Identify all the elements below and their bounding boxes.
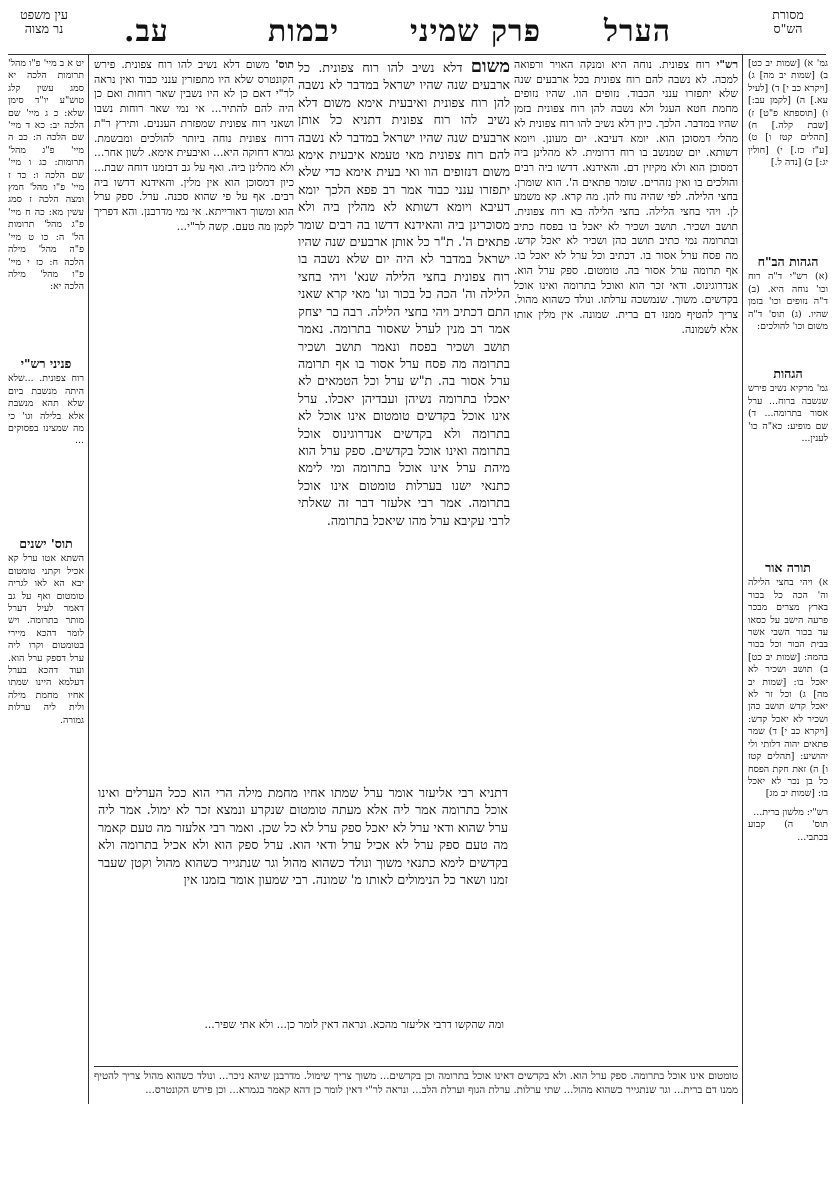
tosafot-yeshanim-text: השתא אטו ערל קא אכיל וקתני טומטום יבא הא לאו לגריה טומטום ואף על גב דאמר לעיל דערל מותר בתרומה. ויש לומר דהכא מיירי בטומטום וקרו ליה ערל דספק ערל הוא. ועוד דהכא בערל דעלמא היינו שמתו אחיו מחמת מילה ולית ליה ערלות גמורה. bbox=[8, 553, 84, 726]
hagahot-section bbox=[748, 362, 828, 552]
rashi-note: רש"י: מלשון ברית... bbox=[753, 806, 828, 818]
tosafot-continuation-text: ומה שהקשו דרבי אליעזר מהכא. ונראה דאין לומר כן... ולא אתי שפיר... bbox=[204, 1018, 504, 1031]
tosafot-column bbox=[94, 58, 294, 783]
tosafot-text: משום דלא נשיב להו רוח צפונית. פירש הקונטרס שלא היו מתפזרין ענני כבוד ואין נראה לר"י דאם כן לא היו נשבין שאר רוחות ואם כן היה להם להתיר... אי נמי שאר רוחות נשבו ושאני רוח צפונית שמפזרת העננים. ותירץ ר"ת דרוח צפונית נוחה ביותר להולכים ומבשמת. גמרא דחוקה היא... ואיבעית אימא. לשון אחר... ולא מהלינן ביה. ואף על גב דבזמנו דוחה שבת... כיון דמסוכן הוא אין מלין. והאידנא דדשו ביה רבים. אף על פי שהוא סכנה. ערל. ספק ערל הוא ומשוך דאורייתא. אי נמי מדרבנן. והא דפריך לקמן מה טעם. קשה לר"י... bbox=[94, 58, 294, 233]
gemara-continuation bbox=[98, 784, 508, 1016]
folio-number: עב. bbox=[124, 14, 169, 49]
chapter-name: הערל bbox=[604, 14, 672, 49]
tosafot-yeshanim-title: תוס' ישנים bbox=[19, 536, 73, 551]
ein-mishpat-column bbox=[8, 58, 84, 340]
rashi-text: רוח צפונית. נוחה היא ומנקה האויר ורפואה למכה. לא נשבה להם רוח צפונית בכל ארבעים שנה שלא יתפזרו ענני הכבוד. נזופים הוו. שהיו נזופים מחמת חטא העגל ולא נשבה להן רוח צפונית בזמן שהיו במדבר. הלכך. כיון דלא נשיב להו רוח צפונית לא מהלי דמסוכן הוא. יומא דעיבא. יום מעונן. ויומא דשותא. יום שמנשב בו רוח דרומית. לא מהלינן ביה דמסוכן הוא ולא מקיזין דם. והאידנא. דדשו ביה רבים והולכים בו ואין נזהרים. שומר פתאים ה'. הוא שומרן. בחצי הלילה. לפי שהיה נוח להן. מה קרא. קא משמע לן. ויהי בחצי הלילה. בחצי הלילה בא רוח צפונית. תושב ושכיר. תושב ושכיר לא יאכל בו בפסח כתיב ובתרומה נמי כתיב תושב כהן ושכיר לא יאכל קדש. מה פסח ערל אסור בו. דכתיב וכל ערל לא יאכל בו. אף תרומה ערל אסור בה. טומטום. ספק ערל הוא. אנדרוגינוס. ודאי זכר הוא ואוכל בתרומה ואינו אוכל בקדשים. משוך. שנמשכה ערלתו. ונולד כשהוא מהול. צריך להטיף ממנו דם ברית. שמונה. אין מלין אותו אלא לשמונה. bbox=[514, 58, 738, 336]
right-sidebar-rule bbox=[742, 54, 743, 1104]
chapter-number: פרק שמיני bbox=[410, 14, 542, 49]
rashi-column bbox=[514, 58, 738, 1098]
tosafot-continuation bbox=[94, 1018, 504, 1062]
masoret-heading: מסורת הש"ס bbox=[772, 7, 804, 37]
tosafot-title: תוס' bbox=[275, 58, 294, 71]
pninei-rashi-title: פניני רש"י bbox=[20, 356, 72, 371]
ein-mishpat-text: יט א ב מיי' פ"ו מהל' תרומות הלכה יא סמג עשין קלג טוש"ע יו"ד סימן שלא: כ ג מיי' שם הלכה יב: כא ד מיי' שם הלכה ה: כב ה מיי' פ"ג מהל' תרומות: כג ו מיי' שם הלכה ו: כד ז מיי' פ"ו מהל' חמץ ומצה הלכה ז סמג עשין מא: כה ח מיי' פ"ג מהל' תרומות הל' ה: כו ט מיי' פ"ה מהל' מילה הלכה ח: כז י מיי' פ"ו מהל' מילה הלכה יא: bbox=[8, 58, 84, 293]
bottom-footnote bbox=[94, 1070, 738, 1170]
gemara-text: דלא נשיב להו רוח צפונית. כל ארבעים שנה שהיו ישראל במדבר לא נשבה להן רוח צפונית ואיבעית אימא משום דלא נשיב להו רוח צפונית דתניא כל אותן ארבעים שנה שהיו ישראל במדבר לא נשבה להם רוח צפונית מאי טעמא איבעית אימא משום דנזופים הוו ואי בעית אימא כדי שלא יתפזרו ענני כבוד אמר רב פפא הלכך יומא דעיבא ויומא דשותא לא מהלין ביה ולא מסוכרינן ביה והאידנא דדשו בה רבים שומר פתאים ה'. ת"ר כל אותן ארבעים שנה שהיו ישראל במדבר לא היה יום שלא נשבה בו רוח צפונית בחצי הלילה שנא' ויהי בחצי הלילה וה' הכה כל בכור וגו' מאי קרא שאני התם דכתיב ויהי בחצי הלילה. רבה בר יצחק אמר רב מנין לערל שאסור בתרומה. נאמר תושב ושכיר בפסח ונאמר תושב ושכיר בתרומה מה פסח ערל אסור בו אף תרומה ערל אסור בה. ת"ש ערל וכל הטמאים לא יאכלו בתרומה נשיהן ועבדיהן יאכלו. ערל אינו אוכל בקדשים טומטום אינו אוכל לא בתרומה ולא בקדשים אנדרוגינוס אוכל בתרומה ואינו אוכל בקדשים. ספק ערל הוא מיהת ערל אינו אוכל בתרומה ומי לימא כתנאי ישנו בערלות טומטום אינו אוכל בתרומה. אמר רבי אלעזר דבר זה שאלתי לרבי עקיבא ערל מהו שיאכל בתרומה. bbox=[298, 60, 510, 528]
tractate-name: יבמות bbox=[268, 14, 340, 49]
masoret-column bbox=[748, 58, 828, 248]
torah-or-text: א) ויהי בחצי הלילה וה' הכה כל בכור בארץ מצרים מבכר פרעה הישב על כסאו עד בכור השבי אשר בבית הבור וכל בכור בהמה: [שמות יב כט] ב) תושב ושכיר לא יאכל בו: [שמות יב מה] ג) וכל זר לא יאכל קדש תושב כהן ושכיר לא יאכל קדש: [ויקרא כב י] ד) שמר פתאים יהוה דלותי ולי יהושיע: [תהלים קטז ו] ה) זאת חקת הפסח כל בן נכר לא יאכל בו: [שמות יב מג] bbox=[748, 577, 828, 800]
gemara-continuation-text: דתניא רבי אליעזר אומר ערל שמתו אחיו מחמת מילה הרי הוא ככל הערלים ואינו אוכל בתרומה אמר ליה אלא מעתה טומטום שנקרע ונמצא זכר לא ימול. אמר ליה ערל שהוא ודאי ערל לא יאכל ספק ערל לא כל שכן. ואמר רבי אלעזר מה טעם קאמר מה טעם ספק ערל לא אכיל ערל ודאי הוא. ערל ספק הוא ולא אכיל בתרומה ולא בקדשים לימא כתנאי משוך ונולד כשהוא מהול וגר שנתגייר כשהוא מהול וקטן שעבר זמנו ושאר כל הנימולים לאותו מ' שמונה. רבי שמעון אומר בזמנו אין bbox=[98, 785, 508, 888]
ein-mishpat-heading: עין משפט נר מצוה bbox=[20, 7, 68, 37]
pninei-rashi-text: רוח צפונית. ...שלא היתה מנשבת ביום שלא תהא מנשבת אלא בלילה וגו' כי מה שמצינו בפסוקים ... bbox=[8, 373, 84, 447]
gemara-column bbox=[298, 58, 510, 778]
tosafot-yeshanim-section bbox=[8, 532, 84, 972]
hagahot-text: גמ' מרקיא נשיב פירש שנשבה ברוח... ערל אסור בתרומה... ד) שם מופיע: כא"ה כו' לענין... bbox=[748, 383, 828, 445]
tosafot-note: תוס' ה) קבוע בכתבי... bbox=[748, 819, 828, 843]
gemara-opening-word: משום bbox=[470, 58, 510, 77]
hagahot-habach-title: הגהות הב"ח bbox=[757, 254, 819, 269]
torah-or-title: תורה אור bbox=[765, 560, 811, 575]
hagahot-habach-section bbox=[748, 250, 828, 360]
bottom-footnote-text: טומטום אינו אוכל בתרומה. ספק ערל הוא. ולא בקדשים דאינו אוכל בתרומה וכן בקדשים... משוך צריך שימול. מדרבנן שיהא ניכר... ונולד כשהוא מהול צריך להטיף ממנו דם ברית... וגר שנתגייר כשהוא מהול... שתי ערלות. ערלת הגוף וערלת הלב... ונראה לר"י דאין לומר כן דהא קאמר בגמרא... וכן פירש הקונטרס... bbox=[94, 1071, 738, 1096]
rashi-title: רש"י bbox=[716, 58, 738, 71]
header-rule bbox=[8, 54, 826, 55]
torah-or-section bbox=[748, 556, 828, 1026]
masoret-text: גמ' א) [שמות יב כט] ב) [שמות יב מה] ג) [ויקרא כב י] ד) [לעיל עא.] ה) [לקמן עב:] ו) [תוספתא פ"ט] ז) [שבת קלה.] ח) [תהלים קטז ו] ט) [ע"ז כז.] י) [חולין יג:] כ) [נדה ל.] bbox=[748, 58, 828, 169]
left-sidebar-rule bbox=[88, 54, 89, 1104]
pninei-rashi-section bbox=[8, 352, 84, 530]
bottom-rule bbox=[94, 1066, 738, 1067]
hagahot-habach-text: (א) רש"י ד"ה רוח וכו' נוחה היא. (ב) ד"ה נזופים וכו' בזמן שהיו. (ג) תוס' ד"ה משום וכו' להולכים: bbox=[748, 271, 828, 333]
hagahot-title: הגהות bbox=[773, 366, 803, 381]
